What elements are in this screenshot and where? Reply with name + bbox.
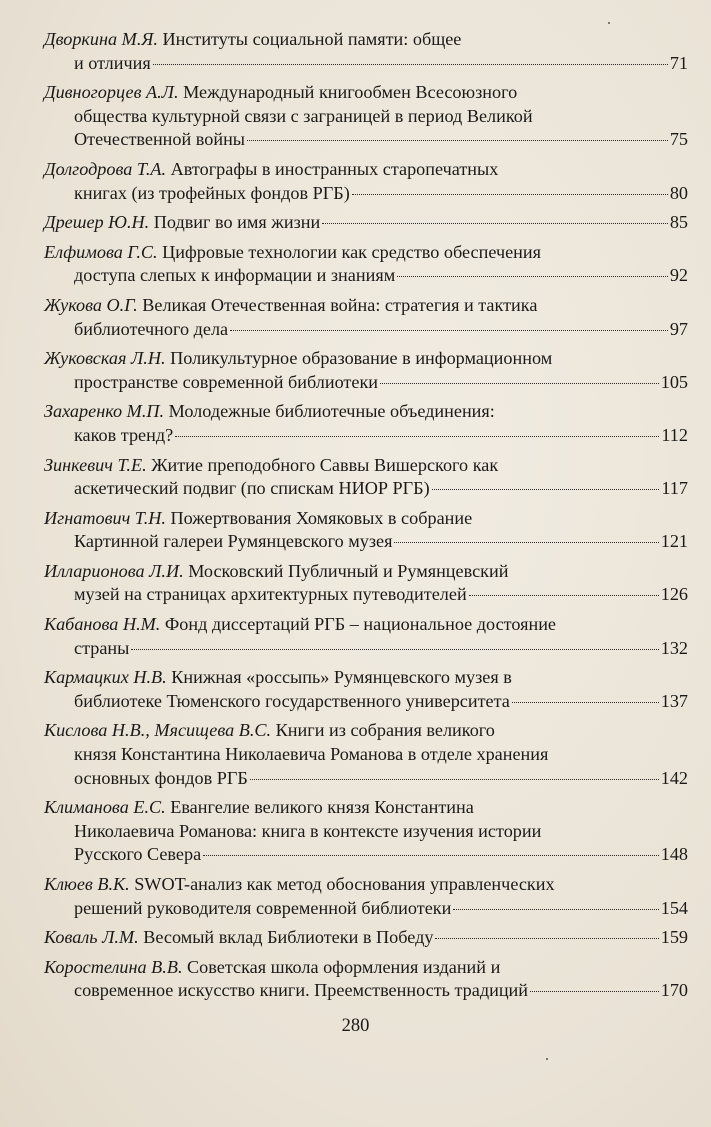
toc-entry-title-part: Книжная «россыпь» Румянцевского музея в — [171, 667, 512, 688]
toc-entry-title-part: Николаевича Романова: книга в контексте изучения истории — [74, 820, 542, 841]
toc-entry-last-line — [44, 767, 688, 791]
toc-entry-title-end — [74, 690, 510, 714]
dot-leader — [530, 991, 659, 992]
toc-entry-page-number: 80 — [669, 182, 688, 203]
toc-entry-title-part: Советская школа оформления изданий и — [187, 956, 501, 977]
toc-entry-last-line — [44, 128, 688, 152]
toc-entry-last-line — [44, 843, 688, 867]
toc-entry-author: Зинкевич Т.Е. — [44, 454, 147, 475]
toc-entry-title-end — [74, 477, 430, 501]
toc-entry-author: Долгодрова Т.А. — [44, 158, 167, 179]
toc-entry — [44, 560, 688, 607]
toc-entry-title-part: решений руководителя современной библиотеки — [74, 897, 452, 918]
toc-entry-title-part: музей на страницах архитектурных путеводителей — [74, 584, 467, 605]
toc-entry-page-number: 85 — [669, 212, 688, 233]
dot-leader — [352, 194, 668, 195]
toc-entry-last-line — [44, 583, 688, 607]
dot-leader — [131, 649, 658, 650]
dot-leader — [230, 330, 668, 331]
toc-entry-title-part: князя Константина Николаевича Романова в отделе хранения — [74, 744, 549, 765]
toc-entry-title-part: библиотеке Тюменского государственного университета — [74, 690, 510, 711]
toc-entry-title-part: Отечественной войны — [74, 129, 246, 150]
dot-leader — [397, 276, 668, 277]
toc-entry-author: Кармацких Н.В. — [44, 667, 167, 688]
toc-entry-title-part: основных фондов РГБ — [74, 767, 248, 788]
print-speck — [546, 1058, 548, 1060]
toc-entry — [44, 873, 688, 920]
toc-entry-page-number: 137 — [660, 690, 688, 711]
toc-entry-author: Дрешер Ю.Н. — [44, 212, 150, 233]
toc-entry-last-line — [44, 182, 688, 206]
toc-entry-title-end — [74, 424, 173, 448]
toc-entry-line — [44, 560, 688, 584]
toc-entry-title-part: Подвиг во имя жизни — [153, 212, 321, 233]
toc-entry-page-number: 97 — [669, 318, 688, 339]
dot-leader — [247, 140, 668, 141]
dot-leader — [250, 779, 659, 780]
toc-entry-title-end — [74, 128, 245, 152]
toc-entry-author: Илларионова Л.И. — [44, 560, 184, 581]
toc-entry-title-end — [74, 843, 201, 867]
toc-entry-last-line — [44, 926, 688, 950]
toc-entry-line — [44, 873, 688, 897]
toc-entry — [44, 956, 688, 1003]
toc-entry-page-number: 132 — [660, 637, 688, 658]
toc-entry-last-line — [44, 52, 688, 76]
toc-entry-last-line — [44, 371, 688, 395]
toc-entry-title-part: Книги из собрания великого — [275, 720, 495, 741]
toc-entry-page-number: 142 — [660, 767, 688, 788]
toc-entry-title-end — [74, 318, 228, 342]
toc-entry-author: Кабанова Н.М. — [44, 614, 161, 635]
toc-entry — [44, 347, 688, 394]
toc-entry — [44, 719, 688, 790]
toc-entry-page-number: 112 — [661, 424, 688, 445]
toc-entry-last-line — [44, 211, 688, 235]
toc-entry-title-end — [74, 637, 129, 661]
toc-entry-title-end — [74, 897, 451, 921]
toc-entry-author: Клюев В.К. — [44, 874, 130, 894]
toc-entry-title-part: Международный книгообмен Всесоюзного — [183, 82, 518, 103]
toc-entry-author: Елфимова Г.С. — [44, 241, 158, 262]
dot-leader — [322, 223, 668, 224]
toc-entry-title-part: Житие преподобного Саввы Вишерского как — [151, 454, 499, 475]
toc-entry-title-part: Картинной галереи Румянцевского музея — [74, 531, 393, 552]
toc-entry-line — [44, 105, 688, 129]
toc-entry-author: Коваль Л.М. — [44, 927, 139, 948]
dot-leader — [203, 855, 659, 856]
toc-entry — [44, 158, 688, 205]
toc-entry-page-number: 159 — [660, 927, 688, 948]
toc-entry-last-line — [44, 264, 688, 288]
toc-entry — [44, 294, 688, 341]
toc-entry-author: Игнатович Т.Н. — [44, 507, 166, 528]
print-speck — [608, 22, 610, 24]
toc-entry-title-end — [74, 583, 467, 607]
toc-entry-title-part: Институты социальной памяти: общее — [162, 29, 462, 49]
toc-entry-line — [44, 613, 688, 637]
toc-entry-page-number: 105 — [660, 371, 688, 392]
toc-entry-page-number: 92 — [669, 265, 688, 286]
toc-entry-author: Захаренко М.П. — [44, 401, 165, 422]
toc-entry — [44, 666, 688, 713]
toc-entry-last-line — [44, 897, 688, 921]
dot-leader — [432, 489, 660, 490]
dot-leader — [512, 702, 659, 703]
toc-entry-author: Климанова Е.С. — [44, 797, 166, 818]
dot-leader — [394, 542, 658, 543]
page-number: 280 — [341, 1016, 370, 1036]
toc-entry-title-part: доступа слепых к информации и знаниям — [74, 265, 396, 286]
toc-entry-title-part: Поликультурное образование в информационном — [170, 348, 553, 369]
toc-entry-line — [44, 743, 688, 767]
toc-entry-title-part: библиотечного дела — [74, 318, 229, 339]
toc-entry-title-part: Автографы в иностранных старопечатных — [170, 158, 499, 179]
toc-entry-author: Жуковская Л.Н. — [44, 348, 166, 369]
toc-entry-last-line — [44, 318, 688, 342]
toc-entry — [44, 28, 688, 75]
toc-entry-author: Жукова О.Г. — [44, 294, 138, 315]
toc-entry-last-line — [44, 979, 688, 1003]
toc-entry-line — [44, 820, 688, 844]
toc-entry-title-end — [74, 182, 350, 206]
toc-entry-line — [44, 347, 688, 371]
toc-entry-title-end — [74, 530, 392, 554]
toc-entry-title-end — [74, 52, 151, 76]
toc-entry-title-end — [44, 926, 433, 950]
toc-entry-title-end — [44, 211, 320, 235]
toc-entry-line — [44, 719, 688, 743]
toc-entry-line — [44, 956, 688, 980]
toc-entry-title-part: книгах (из трофейных фондов РГБ) — [74, 182, 350, 203]
dot-leader — [435, 938, 658, 939]
toc-entry-page-number: 148 — [660, 844, 688, 865]
table-of-contents — [44, 28, 688, 1009]
toc-entry-title-part: Русского Севера — [74, 844, 202, 865]
toc-entry-line — [44, 241, 688, 265]
toc-entry-title-end — [74, 979, 528, 1003]
toc-entry-last-line — [44, 477, 688, 501]
toc-entry-line — [44, 796, 688, 820]
toc-entry-line — [44, 400, 688, 424]
toc-entry-page-number: 126 — [660, 584, 688, 605]
toc-entry — [44, 211, 688, 235]
toc-entry-title-part: Московский Публичный и Румянцевский — [188, 560, 509, 581]
toc-entry-title-part: каков тренд? — [74, 424, 174, 445]
toc-entry-last-line — [44, 690, 688, 714]
toc-entry-title-end — [74, 371, 378, 395]
toc-entry-title-part: пространстве современной библиотеки — [74, 371, 379, 392]
toc-entry-title-part: и отличия — [74, 52, 151, 73]
toc-entry-title-part: Цифровые технологии как средство обеспечения — [162, 241, 542, 262]
dot-leader — [453, 909, 658, 910]
toc-entry-line — [44, 454, 688, 478]
dot-leader — [153, 64, 668, 65]
toc-entry — [44, 613, 688, 660]
toc-entry — [44, 507, 688, 554]
toc-entry-title-part: аскетический подвиг (по спискам НИОР РГБ) — [74, 478, 430, 499]
toc-entry-page-number: 170 — [660, 980, 688, 1001]
toc-entry-title-part: Молодежные библиотечные объединения: — [168, 401, 495, 422]
toc-entry-title-part: общества культурной связи с заграницей в период Великой — [74, 105, 533, 126]
toc-entry-author: Коростелина В.В. — [44, 956, 183, 977]
toc-entry-title-part: Пожертвования Хомяковых в собрание — [170, 507, 473, 528]
toc-entry-title-part: SWOT-анализ как метод обоснования управленческих — [134, 874, 555, 894]
toc-entry-title-part: Фонд диссертаций РГБ – национальное достояние — [164, 614, 557, 635]
toc-entry-line — [44, 28, 688, 52]
toc-entry-title-part: Весомый вклад Библиотеки в Победу — [143, 927, 434, 948]
toc-entry-title-end — [74, 264, 395, 288]
dot-leader — [175, 436, 659, 437]
toc-entry-last-line — [44, 424, 688, 448]
toc-entry-line — [44, 81, 688, 105]
toc-entry-line — [44, 666, 688, 690]
toc-entry-title-end — [74, 767, 248, 791]
toc-entry-title-part: современное искусство книги. Преемственность традиций — [74, 980, 529, 1001]
toc-entry — [44, 81, 688, 152]
toc-entry-author: Дворкина М.Я. — [44, 29, 158, 49]
toc-entry-page-number: 154 — [660, 897, 688, 918]
dot-leader — [380, 383, 659, 384]
toc-entry — [44, 796, 688, 867]
toc-entry-title-part: Евангелие великого князя Константина — [170, 797, 474, 818]
toc-entry — [44, 241, 688, 288]
toc-entry — [44, 454, 688, 501]
toc-entry-line — [44, 294, 688, 318]
toc-entry-page-number: 75 — [669, 129, 688, 150]
toc-entry — [44, 926, 688, 950]
toc-entry-author: Кислова Н.В., Мясищева В.С. — [44, 720, 272, 741]
toc-entry-page-number: 117 — [661, 478, 688, 499]
toc-entry-page-number: 121 — [660, 531, 688, 552]
toc-entry-line — [44, 507, 688, 531]
toc-entry-page-number: 71 — [669, 52, 688, 73]
toc-entry — [44, 400, 688, 447]
toc-entry-last-line — [44, 637, 688, 661]
dot-leader — [469, 595, 659, 596]
toc-entry-title-part: страны — [74, 637, 130, 658]
toc-entry-title-part: Великая Отечественная война: стратегия и тактика — [142, 294, 538, 315]
toc-entry-author: Дивногорцев А.Л. — [44, 82, 179, 103]
toc-entry-last-line — [44, 530, 688, 554]
toc-entry-line — [44, 158, 688, 182]
